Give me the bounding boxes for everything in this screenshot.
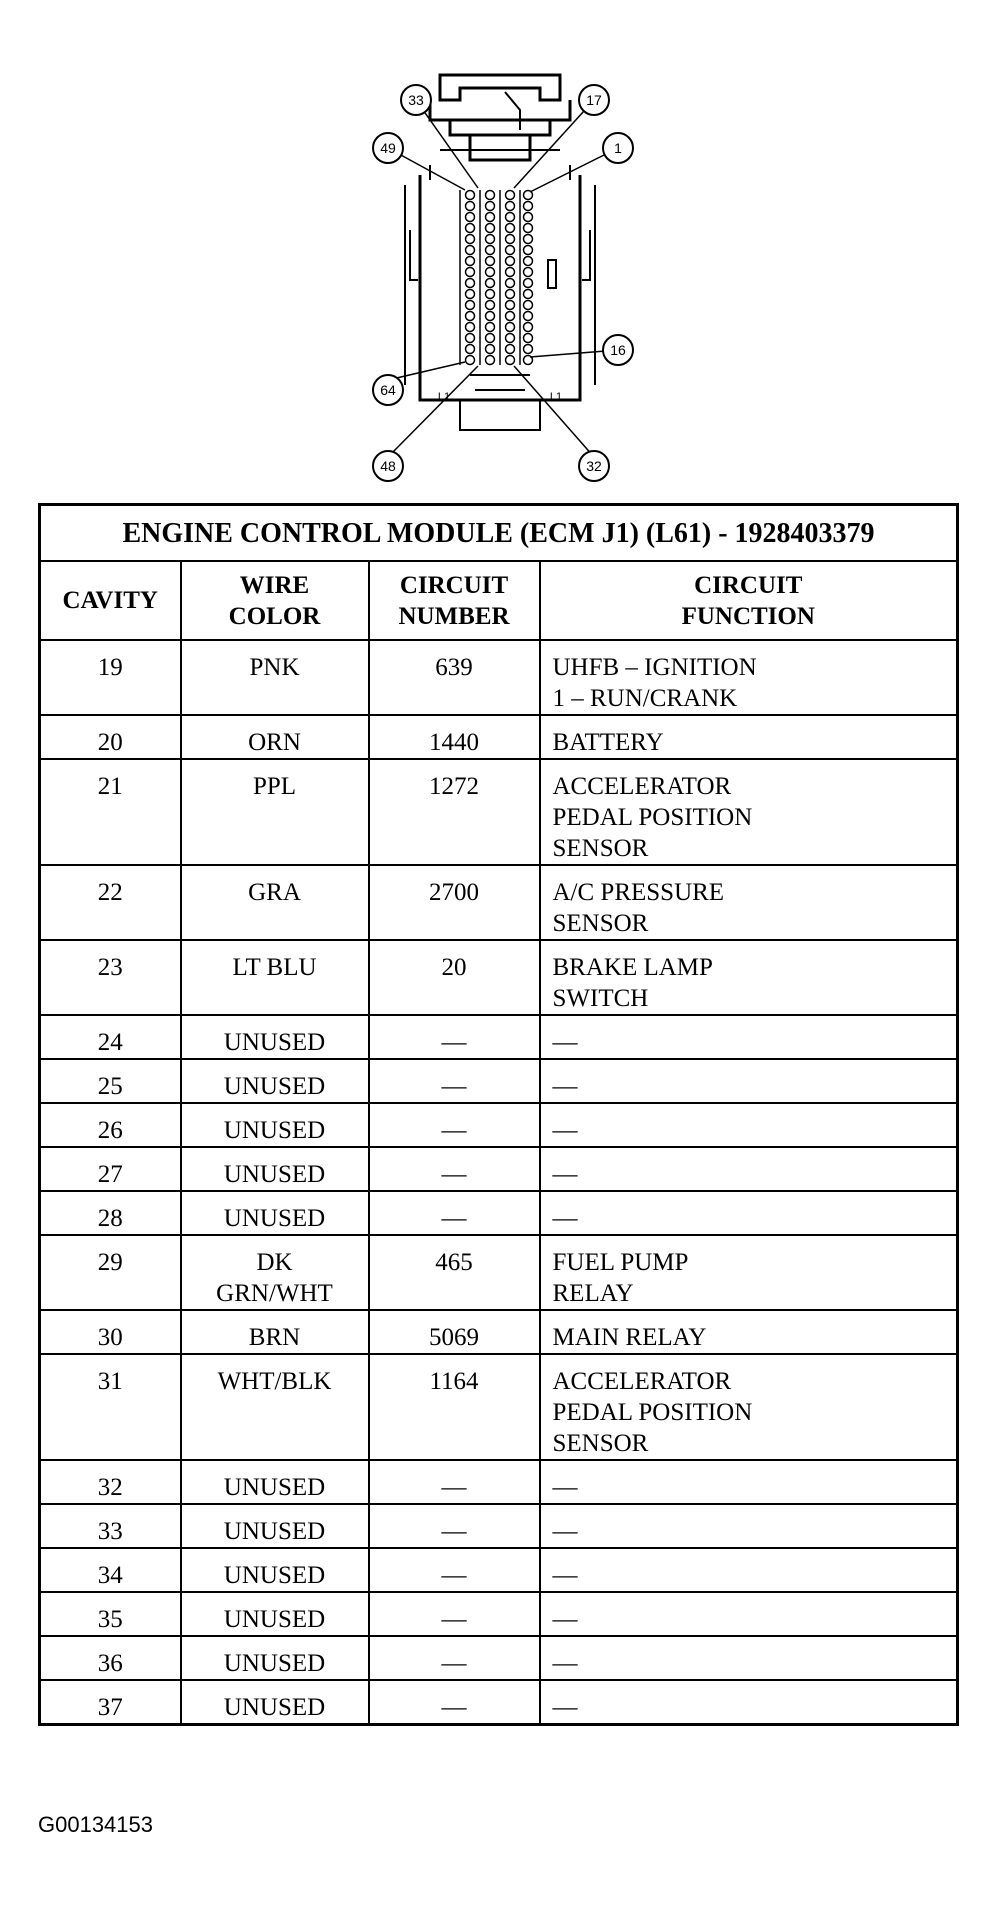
cell-circuit-function [540, 1235, 958, 1310]
pin-cavity [486, 246, 495, 255]
cell-wire-color [181, 940, 369, 1015]
cell-cavity: 28 [40, 1191, 181, 1235]
table-row [40, 1504, 958, 1548]
wire-color-line: ORN [248, 729, 301, 756]
cell-circuit-function [540, 865, 958, 940]
callout-17: 17 [586, 92, 602, 108]
callout-48: 48 [380, 458, 396, 474]
pin-cavity [506, 312, 515, 321]
cell-circuit-number: 1272 [369, 759, 540, 865]
connector-diagram [0, 0, 995, 490]
pin-cavity [466, 202, 475, 211]
pin-cavity [466, 301, 475, 310]
circuit-function-line: — [552, 1117, 578, 1144]
cell-wire-color [181, 1548, 369, 1592]
circuit-function-line: SENSOR [552, 910, 649, 937]
cell-circuit-number: 2700 [369, 865, 540, 940]
cell-cavity: 36 [40, 1636, 181, 1680]
pin-cavity [506, 279, 515, 288]
wire-color-line: UNUSED [223, 1562, 326, 1589]
pin-cavity [466, 191, 475, 200]
table-row [40, 1592, 958, 1636]
pin-cavity [524, 246, 533, 255]
cell-circuit-number: — [369, 1015, 540, 1059]
cell-circuit-function [540, 1147, 958, 1191]
table-row [40, 1147, 958, 1191]
pin-table [38, 503, 959, 1726]
pin-cavity [466, 213, 475, 222]
cell-circuit-number: 20 [369, 940, 540, 1015]
pin-cavity [524, 323, 533, 332]
pin-cavity [466, 257, 475, 266]
wire-color-line: PPL [252, 773, 297, 800]
pin-cavity [506, 290, 515, 299]
table-row [40, 1548, 958, 1592]
pin-cavity [466, 279, 475, 288]
wire-color-line: BRN [248, 1324, 301, 1351]
callout-33: 33 [408, 92, 424, 108]
circuit-function-line: ACCELERATOR [552, 1368, 732, 1395]
circuit-function-line: A/C PRESSURE [552, 879, 725, 906]
pin-cavity [524, 213, 533, 222]
pin-cavity [524, 224, 533, 233]
pin-cavity [466, 246, 475, 255]
pin-cavity [506, 257, 515, 266]
cell-cavity: 31 [40, 1354, 181, 1460]
pin-cavity [466, 334, 475, 343]
cell-circuit-function [540, 1354, 958, 1460]
wire-color-line: UNUSED [223, 1606, 326, 1633]
circuit-function-line: SENSOR [552, 1430, 649, 1457]
table-row [40, 1191, 958, 1235]
cell-cavity: 32 [40, 1460, 181, 1504]
pin-cavity [486, 290, 495, 299]
cell-cavity: 29 [40, 1235, 181, 1310]
cell-wire-color [181, 1636, 369, 1680]
cell-wire-color [181, 759, 369, 865]
header-word: CIRCUIT [399, 571, 509, 599]
column-header-circuit-number [369, 561, 540, 640]
cell-wire-color [181, 865, 369, 940]
callout-1: 1 [614, 140, 622, 156]
header-word: FUNCTION [681, 602, 815, 630]
cell-circuit-function [540, 1015, 958, 1059]
cell-cavity: 26 [40, 1103, 181, 1147]
circuit-function-line: BATTERY [552, 729, 664, 756]
cell-circuit-function [540, 940, 958, 1015]
pin-cavity [506, 224, 515, 233]
header-word: COLOR [228, 602, 321, 630]
cell-circuit-number: — [369, 1548, 540, 1592]
cell-wire-color [181, 1460, 369, 1504]
callout-64: 64 [380, 382, 396, 398]
circuit-function-line: FUEL PUMP [552, 1249, 689, 1276]
side-mark-left: L1 [437, 391, 451, 403]
pin-cavity [524, 257, 533, 266]
cell-cavity: 22 [40, 865, 181, 940]
callout-leaders [388, 100, 618, 457]
table-row [40, 640, 958, 715]
pin-cavity [506, 323, 515, 332]
cell-wire-color [181, 1103, 369, 1147]
table-row [40, 1059, 958, 1103]
circuit-function-line: — [552, 1073, 578, 1100]
circuit-function-line: — [552, 1606, 578, 1633]
cell-wire-color [181, 640, 369, 715]
table-title-row [40, 505, 958, 562]
table-header-row [40, 561, 958, 640]
cell-wire-color [181, 1504, 369, 1548]
table-row [40, 1235, 958, 1310]
cell-circuit-number: — [369, 1680, 540, 1725]
table-row [40, 1310, 958, 1354]
table-row [40, 1636, 958, 1680]
pin-cavity [466, 345, 475, 354]
pin-cavity [486, 334, 495, 343]
wire-color-line: UNUSED [223, 1073, 326, 1100]
pin-cavity [486, 301, 495, 310]
cell-wire-color [181, 1059, 369, 1103]
cell-circuit-function [540, 1059, 958, 1103]
cell-wire-color [181, 715, 369, 759]
cell-circuit-function [540, 1504, 958, 1548]
table-row [40, 715, 958, 759]
pin-cavity [524, 235, 533, 244]
cell-circuit-number: — [369, 1460, 540, 1504]
cell-circuit-function [540, 1103, 958, 1147]
cell-cavity: 23 [40, 940, 181, 1015]
cell-circuit-number: — [369, 1636, 540, 1680]
cell-cavity: 35 [40, 1592, 181, 1636]
pin-cavity [506, 202, 515, 211]
cell-wire-color [181, 1354, 369, 1460]
pin-cavity [486, 235, 495, 244]
pin-cavity [486, 257, 495, 266]
column-header-cavity: CAVITY [40, 561, 181, 640]
table-row [40, 1103, 958, 1147]
cell-circuit-number: 1164 [369, 1354, 540, 1460]
circuit-function-line: — [552, 1161, 578, 1188]
pin-cavity [466, 235, 475, 244]
cell-cavity: 21 [40, 759, 181, 865]
pin-cavity [466, 312, 475, 321]
pin-cavity [524, 268, 533, 277]
cell-cavity: 33 [40, 1504, 181, 1548]
pin-cavity [486, 268, 495, 277]
circuit-function-line: — [552, 1518, 578, 1545]
pin-cavity [524, 202, 533, 211]
pin-cavity [486, 312, 495, 321]
circuit-function-line: UHFB – IGNITION [552, 654, 757, 681]
cell-cavity: 30 [40, 1310, 181, 1354]
callout-49: 49 [380, 140, 396, 156]
pin-cavity [506, 213, 515, 222]
cell-circuit-number: 639 [369, 640, 540, 715]
pin-cavity [466, 224, 475, 233]
wire-color-line: GRN/WHT [216, 1280, 333, 1307]
callout-32: 32 [586, 458, 602, 474]
circuit-function-line: — [552, 1650, 578, 1677]
wire-color-line: LT BLU [232, 954, 317, 981]
cell-circuit-number: — [369, 1147, 540, 1191]
wire-color-line: GRA [248, 879, 301, 906]
pin-cavity [524, 312, 533, 321]
cell-cavity: 20 [40, 715, 181, 759]
circuit-function-line: SENSOR [552, 835, 649, 862]
wire-color-line: WHT/BLK [217, 1368, 332, 1395]
table-row [40, 1680, 958, 1725]
wire-color-line: UNUSED [223, 1518, 326, 1545]
wire-color-line: UNUSED [223, 1161, 326, 1188]
header-word: NUMBER [398, 602, 510, 630]
circuit-function-line: BRAKE LAMP [552, 954, 713, 981]
pin-cavity [506, 356, 515, 365]
pin-cavity [466, 268, 475, 277]
pin-cavity [506, 246, 515, 255]
pin-cavity [466, 356, 475, 365]
pin-cavity [524, 290, 533, 299]
cell-wire-color [181, 1147, 369, 1191]
callout-16: 16 [610, 342, 626, 358]
table-row [40, 865, 958, 940]
cell-wire-color [181, 1015, 369, 1059]
circuit-function-line: PEDAL POSITION [552, 804, 753, 831]
circuit-function-line: — [552, 1205, 578, 1232]
cell-circuit-number: — [369, 1504, 540, 1548]
connector-body [405, 75, 595, 430]
pin-grid [466, 191, 533, 365]
pin-cavity [466, 290, 475, 299]
cell-circuit-number: — [369, 1059, 540, 1103]
pin-cavity [506, 334, 515, 343]
circuit-function-line: RELAY [552, 1280, 634, 1307]
header-word: CIRCUIT [694, 571, 803, 599]
circuit-function-line: PEDAL POSITION [552, 1399, 753, 1426]
table-title: ENGINE CONTROL MODULE (ECM J1) (L61) - 1928403379 [40, 505, 958, 562]
cell-circuit-function [540, 1460, 958, 1504]
pin-cavity [486, 224, 495, 233]
pin-cavity [486, 213, 495, 222]
pin-cavity [486, 356, 495, 365]
pin-cavity [466, 323, 475, 332]
wire-color-line: PNK [249, 654, 300, 681]
pin-cavity [506, 301, 515, 310]
pin-cavity [486, 191, 495, 200]
cell-circuit-number: — [369, 1191, 540, 1235]
cell-wire-color [181, 1592, 369, 1636]
circuit-function-line: — [552, 1029, 578, 1056]
table-row [40, 759, 958, 865]
column-header-circuit-function [540, 561, 958, 640]
table-row [40, 940, 958, 1015]
pin-cavity [524, 301, 533, 310]
cell-circuit-function [540, 640, 958, 715]
cell-wire-color [181, 1310, 369, 1354]
cell-circuit-number: 465 [369, 1235, 540, 1310]
cell-circuit-function [540, 1310, 958, 1354]
wire-color-line: UNUSED [223, 1029, 326, 1056]
cell-circuit-number: 1440 [369, 715, 540, 759]
wire-color-line: UNUSED [223, 1650, 326, 1677]
cell-cavity: 27 [40, 1147, 181, 1191]
pin-cavity [506, 191, 515, 200]
circuit-function-line: 1 – RUN/CRANK [552, 685, 738, 712]
pin-cavity [486, 279, 495, 288]
pin-cavity [506, 268, 515, 277]
pin-cavity [524, 345, 533, 354]
pin-cavity [524, 279, 533, 288]
pin-cavity [506, 345, 515, 354]
table-row [40, 1015, 958, 1059]
cell-wire-color [181, 1191, 369, 1235]
cell-circuit-function [540, 1680, 958, 1725]
cell-circuit-function [540, 1592, 958, 1636]
cell-cavity: 34 [40, 1548, 181, 1592]
cell-circuit-function [540, 1191, 958, 1235]
circuit-function-line: — [552, 1694, 578, 1721]
pin-cavity [486, 323, 495, 332]
cell-circuit-number: — [369, 1592, 540, 1636]
cell-circuit-function [540, 1548, 958, 1592]
table-row [40, 1460, 958, 1504]
wire-color-line: UNUSED [223, 1205, 326, 1232]
cell-circuit-function [540, 1636, 958, 1680]
wire-color-line: DK [256, 1249, 293, 1276]
pin-cavity [506, 235, 515, 244]
cell-cavity: 24 [40, 1015, 181, 1059]
pin-cavity [486, 345, 495, 354]
circuit-function-line: — [552, 1562, 578, 1589]
pin-cavity [486, 202, 495, 211]
figure-id: G00134153 [38, 1812, 153, 1837]
header-word: WIRE [239, 571, 310, 599]
cell-cavity: 19 [40, 640, 181, 715]
cell-wire-color [181, 1680, 369, 1725]
cell-circuit-function [540, 759, 958, 865]
cell-circuit-number: — [369, 1103, 540, 1147]
circuit-function-line: ACCELERATOR [552, 773, 732, 800]
wire-color-line: UNUSED [223, 1694, 326, 1721]
cell-circuit-number: 5069 [369, 1310, 540, 1354]
circuit-function-line: — [552, 1474, 578, 1501]
pin-cavity [524, 334, 533, 343]
cell-circuit-function [540, 715, 958, 759]
cell-cavity: 25 [40, 1059, 181, 1103]
column-header-wire-color [181, 561, 369, 640]
wire-color-line: UNUSED [223, 1117, 326, 1144]
cell-cavity: 37 [40, 1680, 181, 1725]
side-mark-right: L1 [549, 391, 563, 403]
circuit-function-line: SWITCH [552, 985, 649, 1012]
wire-color-line: UNUSED [223, 1474, 326, 1501]
table-body [40, 640, 958, 1725]
table-row [40, 1354, 958, 1460]
cell-wire-color [181, 1235, 369, 1310]
circuit-function-line: MAIN RELAY [552, 1324, 707, 1351]
